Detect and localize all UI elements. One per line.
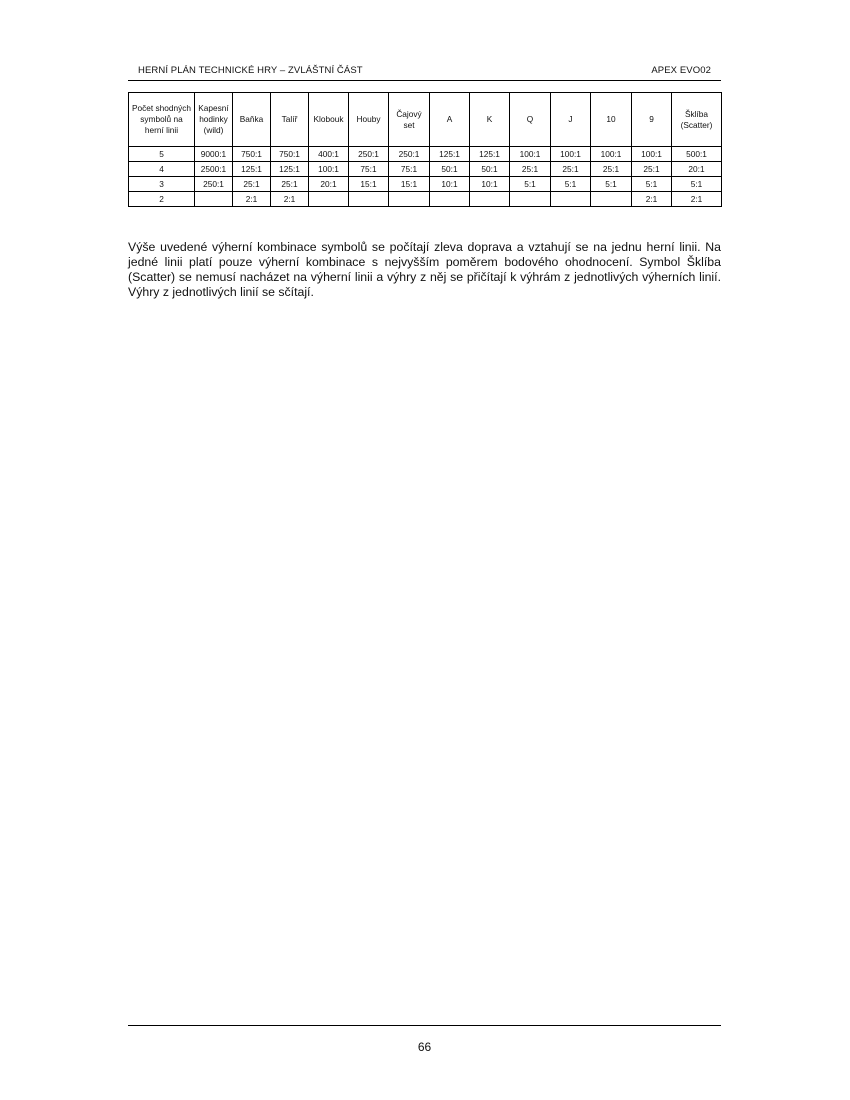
payout-cell: 250:1 [195, 177, 233, 192]
rules-paragraph [128, 240, 721, 300]
payout-cell: 75:1 [389, 162, 430, 177]
table-row [129, 177, 722, 192]
column-header: Talíř [271, 93, 309, 147]
symbol-count-cell: 4 [129, 162, 195, 177]
payout-cell: 125:1 [430, 147, 470, 162]
payout-cell: 10:1 [470, 177, 510, 192]
payout-cell: 10:1 [430, 177, 470, 192]
column-header: Houby [349, 93, 389, 147]
payout-cell [349, 192, 389, 207]
payout-cell: 50:1 [470, 162, 510, 177]
payout-cell: 100:1 [309, 162, 349, 177]
payout-cell: 125:1 [271, 162, 309, 177]
column-header: 10 [591, 93, 632, 147]
payout-cell: 20:1 [672, 162, 722, 177]
page-number: 66 [417, 1040, 432, 1054]
payout-cell: 50:1 [430, 162, 470, 177]
payout-cell: 250:1 [349, 147, 389, 162]
page-header [128, 62, 721, 81]
symbol-count-cell: 5 [129, 147, 195, 162]
payout-cell: 400:1 [309, 147, 349, 162]
payout-cell: 100:1 [510, 147, 551, 162]
table-row [129, 162, 722, 177]
column-header: Čajový set [389, 93, 430, 147]
column-header: Baňka [233, 93, 271, 147]
column-header: 9 [632, 93, 672, 147]
rules-text: Výše uvedené výherní kombinace symbolů se počítají zleva doprava a vztahují se na jednu herní linii. Na jedné linii platí pouze výherní kombinace s nejvyšším poměrem bodového ohodnocení. Symbol Šklíba (Scatter) se nemusí nacházet na výherní linii a výhry z něj se přičítají k výhrám z jednotlivých výherních linií. Výhry z jednotlivých linií se sčítají. [128, 240, 721, 299]
payout-cell [470, 192, 510, 207]
payout-cell [309, 192, 349, 207]
column-header: Klobouk [309, 93, 349, 147]
payout-cell: 100:1 [591, 147, 632, 162]
payout-cell: 2:1 [233, 192, 271, 207]
payout-cell: 25:1 [233, 177, 271, 192]
payout-cell: 25:1 [632, 162, 672, 177]
column-header: Počet shodných symbolů na herní linii [129, 93, 195, 147]
payout-cell: 100:1 [632, 147, 672, 162]
payout-cell [510, 192, 551, 207]
column-header: J [551, 93, 591, 147]
paytable-header-row [129, 93, 722, 147]
payout-cell [551, 192, 591, 207]
column-header: Šklíba (Scatter) [672, 93, 722, 147]
payout-cell: 2500:1 [195, 162, 233, 177]
payout-cell [430, 192, 470, 207]
payout-cell: 25:1 [551, 162, 591, 177]
payout-cell: 2:1 [632, 192, 672, 207]
symbol-count-cell: 3 [129, 177, 195, 192]
payout-cell: 75:1 [349, 162, 389, 177]
payout-cell: 250:1 [389, 147, 430, 162]
column-header: K [470, 93, 510, 147]
header-title: HERNÍ PLÁN TECHNICKÉ HRY – ZVLÁŠTNÍ ČÁST [138, 65, 363, 76]
footer-divider [128, 1025, 721, 1026]
symbol-count-cell: 2 [129, 192, 195, 207]
payout-cell: 9000:1 [195, 147, 233, 162]
column-header: A [430, 93, 470, 147]
payout-cell: 750:1 [233, 147, 271, 162]
payout-cell: 25:1 [591, 162, 632, 177]
column-header: Q [510, 93, 551, 147]
payout-cell [591, 192, 632, 207]
payout-cell: 5:1 [632, 177, 672, 192]
payout-cell: 15:1 [389, 177, 430, 192]
payout-cell: 2:1 [271, 192, 309, 207]
payout-cell [389, 192, 430, 207]
payout-cell: 5:1 [591, 177, 632, 192]
payout-cell: 25:1 [510, 162, 551, 177]
payout-cell: 15:1 [349, 177, 389, 192]
payout-cell: 5:1 [551, 177, 591, 192]
payout-cell: 500:1 [672, 147, 722, 162]
header-code: APEX EVO02 [651, 65, 711, 76]
payout-cell: 750:1 [271, 147, 309, 162]
payout-cell [195, 192, 233, 207]
payout-cell: 125:1 [470, 147, 510, 162]
table-row [129, 147, 722, 162]
payout-cell: 2:1 [672, 192, 722, 207]
payout-cell: 5:1 [510, 177, 551, 192]
column-header: Kapesní hodinky (wild) [195, 93, 233, 147]
payout-cell: 5:1 [672, 177, 722, 192]
payout-cell: 100:1 [551, 147, 591, 162]
payout-cell: 25:1 [271, 177, 309, 192]
payout-cell: 20:1 [309, 177, 349, 192]
payout-cell: 125:1 [233, 162, 271, 177]
table-row [129, 192, 722, 207]
paytable [128, 92, 722, 207]
